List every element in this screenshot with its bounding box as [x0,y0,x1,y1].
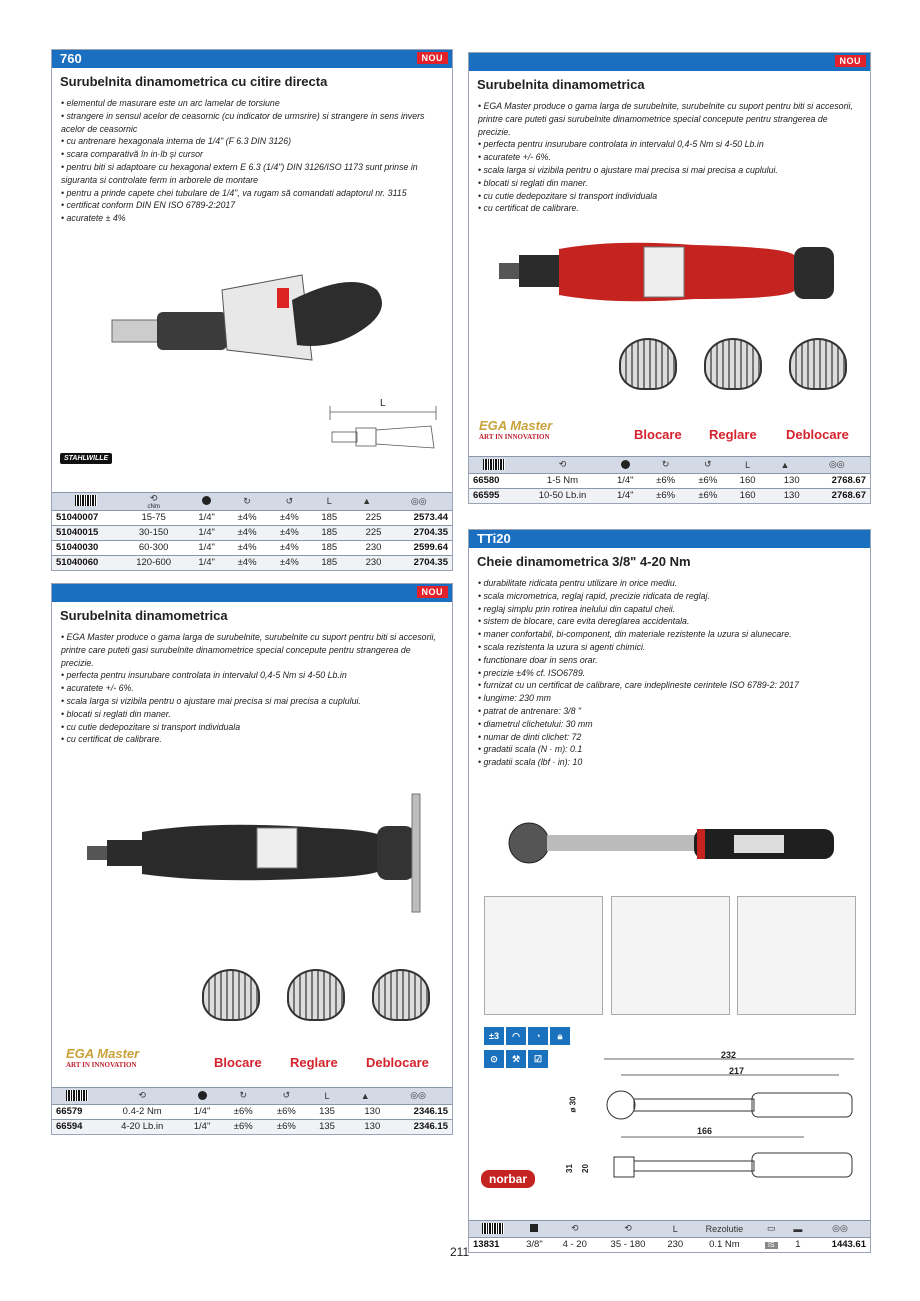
bullet: • precizie ±4% cf. ISO6789. [478,667,586,678]
barcode-icon [75,495,97,506]
is-badge: IS [765,1242,778,1249]
length-header: L [311,492,348,510]
knob-blocare-image [202,969,260,1021]
bullet: • gradatii scala (lbf · in): 10 [478,757,583,768]
length-header: L [729,456,766,473]
label-deblocare: Deblocare [366,1055,429,1070]
barcode-icon [482,1223,504,1234]
range-icon: ⟲ [102,1087,182,1104]
bullet: • scala rezistenta la uzura si agenti chimici. [478,641,646,652]
bullet: • perfecta pentru insurubare controlata in intervalul 0,4-5 Nm si 4-50 Lb.in [61,670,347,681]
counterclockwise-icon: ↺ [265,1087,308,1104]
bullet: • EGA Master produce o gama larga de surubelnite, surubelnite cu suport pentru biti si accesorii, printre care puteti gasi surubelnite dinamometrice special concepute pentru strangerea de precizie. [478,101,853,137]
drive-icon: ⊙ [484,1050,504,1068]
table-row: 51040007 15-75 1/4" ±4% ±4% 185 225 2573.44 [52,510,452,525]
nou-badge: NOU [417,52,449,64]
nou-badge: NOU [835,55,867,67]
panel-tti20-bullets [469,573,870,773]
barcode-icon [66,1090,88,1101]
wrench-icon: ⚒ [506,1050,526,1068]
table-header [52,1087,452,1104]
bullet: • perfecta pentru insurubare controlata in intervalul 0,4-5 Nm si 4-50 Lb.in [478,139,764,150]
dim-166: 166 [697,1126,713,1136]
accuracy-icon: ±3 [484,1027,504,1045]
knob-deblocare-image [372,969,430,1021]
dimension-drawing [564,1045,864,1195]
panel-tti20-title: Cheie dinamometrica 3/8" 4-20 Nm [477,554,691,569]
table-row: 13831 3/8" 4 - 20 35 - 180 230 0.1 Nm IS 1 1443.61 [469,1237,870,1252]
panel-tti20 [468,529,871,1253]
dimension-drawing [326,400,446,460]
bullet: • acuratete ± 4% [61,213,126,224]
hex-drive-icon [202,496,211,505]
price-icon: ◎◎ [810,1220,870,1237]
bullet: • cu certificat de calibrare. [61,734,162,745]
knob-blocare-image [619,338,677,390]
price-icon: ◎◎ [384,1087,452,1104]
page-number: 211 [450,1245,470,1259]
stahlwille-screwdriver-image [102,250,392,390]
panel-tti20-band [469,530,870,548]
table-row: 66579 0.4-2 Nm 1/4" ±6% ±6% 135 130 2346.15 [52,1104,452,1119]
gauge-icon: ◠ [506,1027,526,1045]
counterclockwise-icon: ↺ [687,456,729,473]
bullet: • blocati si reglati din maner. [478,177,588,188]
panel-ega-left [51,583,453,1135]
panel-ega-right-table [469,456,870,504]
lock-icon: 🔒︎ [550,1027,570,1045]
price-icon: ◎◎ [385,492,452,510]
ega-master-logo [66,1046,139,1069]
panel-ega-left-band [52,584,452,602]
wrench-photo-2 [611,896,730,1015]
knob-deblocare-image [789,338,847,390]
panel-tti20-table [469,1220,870,1253]
bullet: • gradatii scala (N · m): 0.1 [478,744,583,755]
table-header [52,492,452,510]
label-reglare: Reglare [290,1055,338,1070]
counterclockwise-icon: ↺ [285,495,294,506]
ega-brand-tagline: ART IN INNOVATION [479,433,550,441]
feature-icons-row-2 [484,1050,548,1068]
stahlwille-logo: STAHLWILLE [60,453,112,464]
bullet: • functionare doar in sens orar. [478,654,598,665]
clockwise-icon: ↻ [243,495,251,506]
ega-master-logo [479,418,552,441]
bullet: • blocati si reglati din maner. [61,708,171,719]
clockwise-icon: ↻ [645,456,687,473]
price-icon: ◎◎ [804,456,870,473]
label-blocare: Blocare [634,427,682,442]
wrench-photo-1 [484,896,603,1015]
dim-30: ø 30 [568,1096,578,1113]
length-header: L [308,1087,346,1104]
panel-760-bullets [52,93,452,229]
bullet: • durabilitate ridicata pentru utilizare in orice mediu. [478,578,678,588]
table-header [469,1220,870,1237]
ega-brand-tagline: ART IN INNOVATION [66,1061,137,1069]
bullet: • furnizat cu un certificat de calibrare, care indeplineste cerintele ISO 6789-2: 2017 [478,680,799,691]
red-screwdriver-image [494,233,844,313]
bullet: • scala larga si vizibila pentru o ajustare mai precisa si mai precisa a cuplului. [61,695,361,706]
panel-ega-right-bullets [469,96,870,219]
torque-wrench-image [499,815,839,875]
pack-icon: ▬ [786,1220,810,1237]
bullet: • cu antrenare hexagonala interna de 1/4" (F 6.3 DIN 3126) [61,136,292,147]
range-icon: ⟲ [149,492,158,503]
bullet: • certificat conform DIN EN ISO 6789-2:2017 [61,200,236,211]
panel-ega-right-band [469,53,870,71]
nou-badge: NOU [417,586,449,598]
dim-232: 232 [721,1050,737,1060]
dim-217: 217 [729,1066,745,1076]
feature-icons-row-1 [484,1027,570,1045]
panel-ega-left-title: Surubelnita dinamometrica [60,608,228,623]
table-row: 51040060 120-600 1/4" ±4% ±4% 185 230 2704.35 [52,555,452,570]
bullet: • maner confortabil, bi-component, din materiale rezistente la uzura si alunecare. [478,629,792,640]
dim-31: 31 [564,1164,574,1173]
range-icon: ⟲ [519,456,606,473]
weight-icon: ▲ [346,1087,384,1104]
dim-20: 20 [580,1164,590,1173]
bullet: • EGA Master produce o gama larga de surubelnite, surubelnite cu suport pentru biti si accesorii, printre care puteti gasi surubelnite dinamometrice special concepute pentru strangerea de precizie. [61,632,436,668]
panel-ega-left-table [52,1087,452,1135]
bullet: • cu certificat de calibrare. [478,203,579,214]
table-row: 66595 10-50 Lb.in 1/4" ±6% ±6% 160 130 2768.67 [469,488,870,503]
bullet: • scala micrometrica, reglaj rapid, precizie ridicata de reglaj. [478,590,710,601]
bullet: • strangere in sensul acelor de ceasornic (cu indicator de urmsrire) si strangere in sens invers acelor de ceasornic [61,110,425,134]
certificate-icon: ☑ [528,1050,548,1068]
label-deblocare: Deblocare [786,427,849,442]
bullet: • cu cutie dedepozitare si transport individuala [61,721,241,732]
bullet: • patrat de antrenare: 3/8 " [478,705,582,716]
t-handle-screwdriver-image [82,784,452,914]
bullet: • lungime: 230 mm [478,693,551,704]
panel-tti20-badge: TTi20 [477,531,511,546]
bullet: • sistem de blocare, care evita dereglarea accidentala. [478,616,690,627]
table-row: 66594 4-20 Lb.in 1/4" ±6% ±6% 135 130 2346.15 [52,1119,452,1134]
bullet: • acuratete +/- 6%. [61,683,134,694]
knob-reglare-image [704,338,762,390]
length-header: L [658,1220,692,1237]
norbar-logo [481,1170,535,1188]
table-row: 51040015 30-150 1/4" ±4% ±4% 185 225 2704.35 [52,525,452,540]
bullet: • numar de dinti clichet: 72 [478,731,582,742]
panel-ega-left-bullets [52,627,452,750]
hex-drive-icon [621,460,630,469]
weight-icon: ▲ [766,456,803,473]
panel-760-band [52,50,452,68]
bullet: • diametrul clichetului: 30 mm [478,718,593,729]
table-row: 66580 1-5 Nm 1/4" ±6% ±6% 160 130 2768.67 [469,473,870,488]
label-reglare: Reglare [709,427,757,442]
label-blocare: Blocare [214,1055,262,1070]
bullet: • scala larga si vizibila pentru o ajustare mai precisa si mai precisa a cuplului. [478,164,778,175]
dimension-label-l: L [380,398,386,409]
range-unit: cNm [147,503,160,510]
knob-reglare-image [287,969,345,1021]
panel-ega-right [468,52,871,504]
bullet: • acuratete +/- 6%. [478,152,551,163]
clockwise-icon: ↻ [222,1087,265,1104]
wrench-photo-3 [737,896,856,1015]
dial-icon: ◔ [528,1027,548,1045]
range-lbfin-icon: ⟲ [598,1220,659,1237]
panel-760 [51,49,453,571]
ega-brand-name: EGA Master [66,1046,140,1061]
panel-ega-right-title: Surubelnita dinamometrica [477,77,645,92]
barcode-icon [483,459,505,470]
bullet: • scara comparativă în in·lb și cursor [61,149,203,160]
panel-760-table [52,492,452,571]
panel-760-title: Surubelnita dinamometrica cu citire directa [60,74,328,89]
square-drive-icon [530,1224,538,1232]
weight-icon: ▲ [348,492,385,510]
hex-drive-icon [198,1091,207,1100]
resolution-header: Rezolutie [692,1220,757,1237]
bullet: • pentru biti si adaptoare cu hexagonal extern E 6.3 (1/4") DIN 3126/ISO 1173 sunt prinse in siguranta si controlate ferm in arborele de montare [61,161,418,185]
bullet: • elementul de masurare este un arc lamelar de torsiune [61,98,280,108]
bullet: • cu cutie dedepozitare si transport individuala [478,190,658,201]
bullet: • pentru a prinde capete chei tubulare de 1/4", va rugam să comandati adaptorul nr. 3115 [61,187,407,198]
range-nm-icon: ⟲ [552,1220,598,1237]
ega-brand-name: EGA Master [479,418,553,433]
cert-icon: ▭ [757,1220,786,1237]
bullet: • reglaj simplu prin rotirea inelului din capatul cheii. [478,603,676,614]
norbar-brand: norbar [481,1170,535,1188]
table-row: 51040030 60-300 1/4" ±4% ±4% 185 230 2599.64 [52,540,452,555]
table-header [469,456,870,473]
panel-760-badge: 760 [60,51,82,66]
